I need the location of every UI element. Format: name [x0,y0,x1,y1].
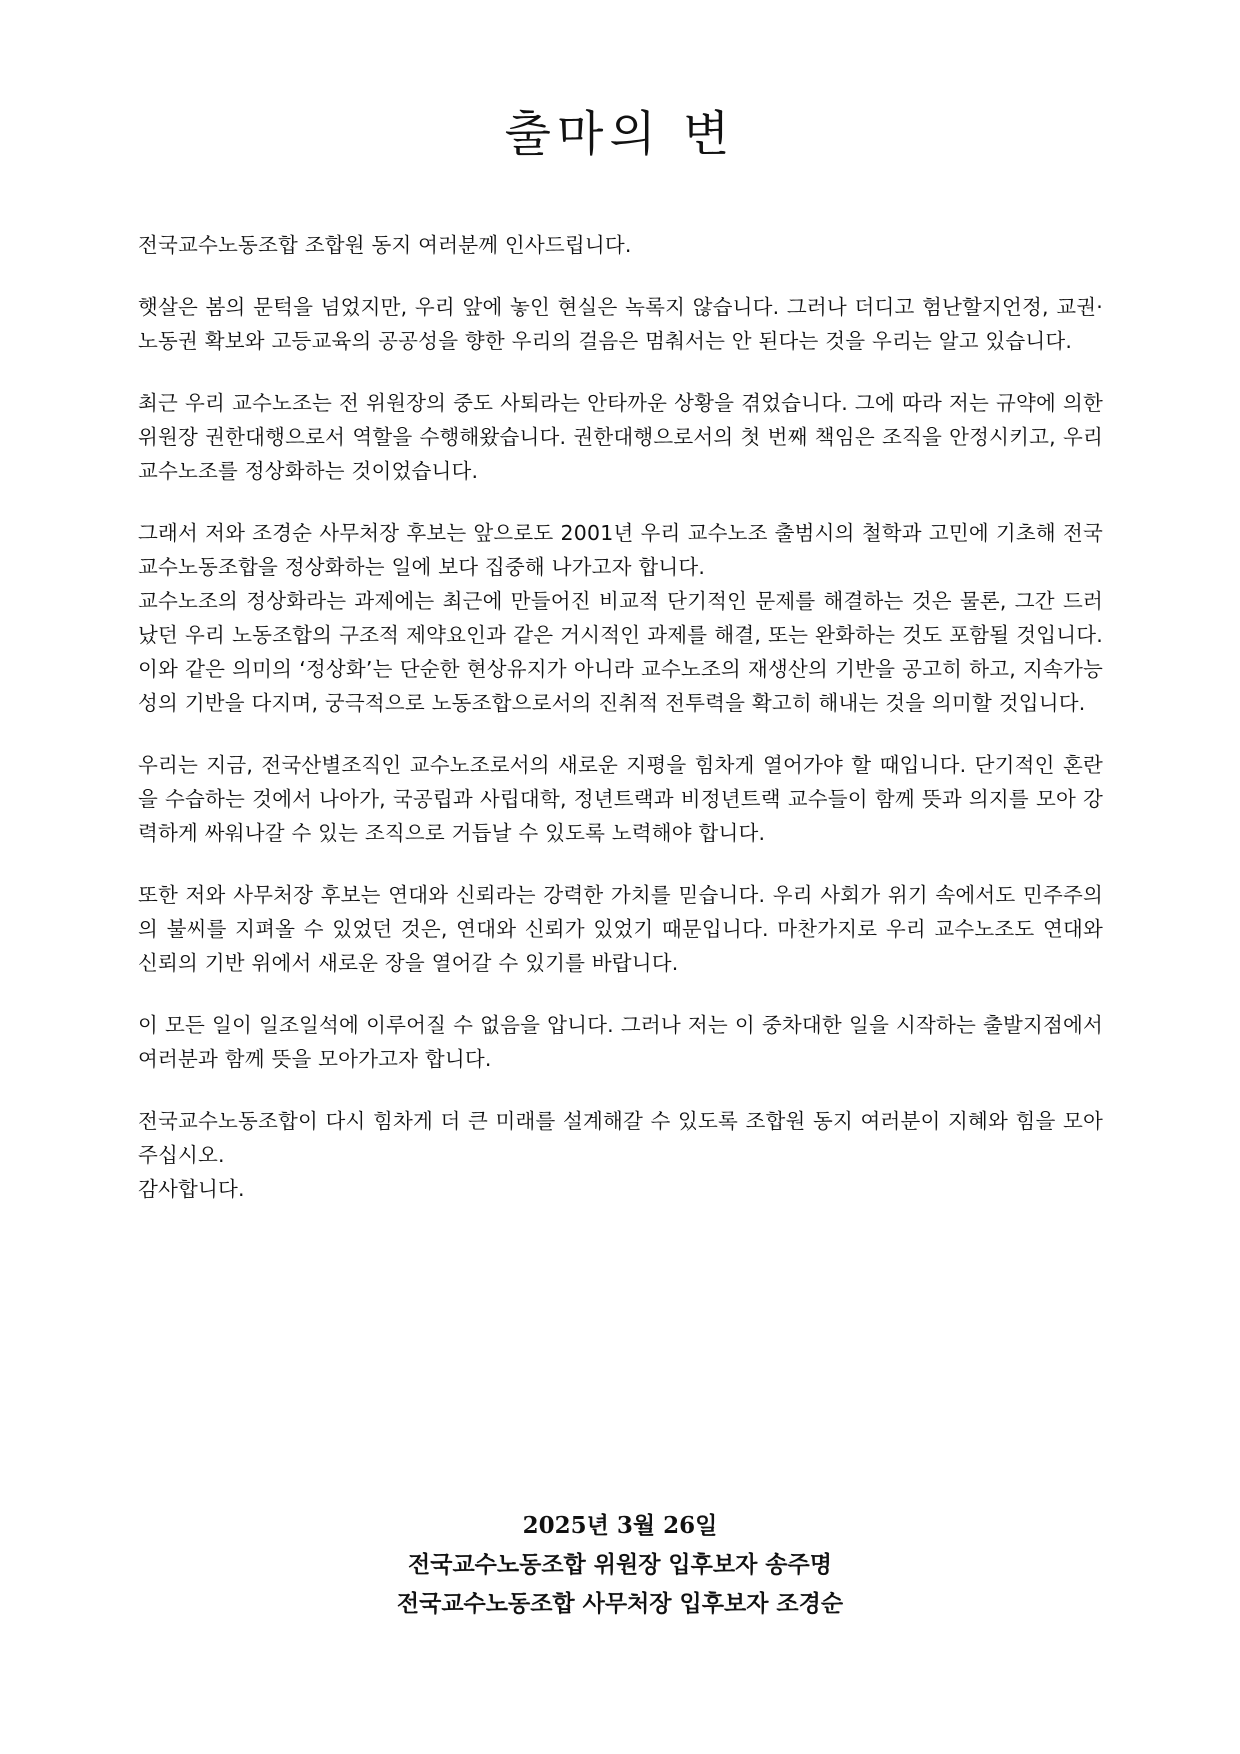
paragraph-gap [138,488,1103,516]
paragraph-gap [138,980,1103,1008]
paragraph-normalization-intro: 그래서 저와 조경순 사무처장 후보는 앞으로도 2001년 우리 교수노조 출범시의 철학과 고민에 기초해 전국교수노동조합을 정상화하는 일에 보다 집중해 나가고자 합니다. [138,521,1103,579]
signature-date: 2025년 3월 26일 [522,1512,718,1539]
paragraph-gap [138,720,1103,748]
signature-secretary-candidate: 전국교수노동조합 사무처장 입후보자 조경순 [396,1590,844,1617]
paragraph-gap [138,850,1103,878]
paragraph-new-horizon: 우리는 지금, 전국산별조직인 교수노조로서의 새로운 지평을 힘차게 열어가야 할 때입니다. 단기적인 혼란을 수습하는 것에서 나아가, 국공립과 사립대학, 정년트랙과 비정년트랙 교수들이 함께 뜻과 의지를 모아 강력하게 싸워나갈 수 있는 조직으로 거듭날 수 있도록 노력해야 합니다. [138,753,1103,845]
paragraph-starting-point: 이 모든 일이 일조일석에 이루어질 수 없음을 압니다. 그러나 저는 이 중차대한 일을 시작하는 출발지점에서 여러분과 함께 뜻을 모아가고자 합니다. [138,1013,1103,1071]
paragraph-greeting: 전국교수노동조합 조합원 동지 여러분께 인사드립니다. [138,233,632,257]
paragraph-season: 햇살은 봄의 문턱을 넘었지만, 우리 앞에 놓인 현실은 녹록지 않습니다. 그러나 더디고 험난할지언정, 교권·노동권 확보와 고등교육의 공공성을 향한 우리의 걸음은 멈춰서는 안 된다는 것을 우리는 알고 있습니다. [138,295,1103,353]
signature-block [0,1506,1240,1623]
paragraph-gap [138,358,1103,386]
paragraph-gap [138,262,1103,290]
paragraph-normalization-detail: 교수노조의 정상화라는 과제에는 최근에 만들어진 비교적 단기적인 문제를 해결하는 것은 물론, 그간 드러났던 우리 노동조합의 구조적 제약요인과 같은 거시적인 과제를 해결, 또는 완화하는 것도 포함될 것입니다. 이와 같은 의미의 ‘정상화’는 단순한 현상유지가 아니라 교수노조의 재생산의 기반을 공고히 하고, 지속가능성의 기반을 다지며, 궁극적으로 노동조합으로서의 진취적 전투력을 확고히 해내는 것을 의미할 것입니다. [138,589,1103,715]
paragraph-gap [138,1076,1103,1104]
paragraph-thanks: 감사합니다. [138,1177,245,1201]
paragraph-solidarity: 또한 저와 사무처장 후보는 연대와 신뢰라는 강력한 가치를 믿습니다. 우리 사회가 위기 속에서도 민주주의의 불씨를 지펴올 수 있었던 것은, 연대와 신뢰가 있었기 때문입니다. 마찬가지로 우리 교수노조도 연대와 신뢰의 기반 위에서 새로운 장을 열어갈 수 있기를 바랍니다. [138,883,1103,975]
document-body [138,228,1103,1206]
paragraph-recent-situation: 최근 우리 교수노조는 전 위원장의 중도 사퇴라는 안타까운 상황을 겪었습니다. 그에 따라 저는 규약에 의한 위원장 권한대행으로서 역할을 수행해왔습니다. 권한대행으로서의 첫 번째 책임은 조직을 안정시키고, 우리 교수노조를 정상화하는 것이었습니다. [138,391,1103,483]
paragraph-appeal: 전국교수노동조합이 다시 힘차게 더 큰 미래를 설계해갈 수 있도록 조합원 동지 여러분이 지혜와 힘을 모아주십시오. [138,1109,1103,1167]
document-title: 출마의 변 [504,106,736,162]
signature-chair-candidate: 전국교수노동조합 위원장 입후보자 송주명 [408,1551,832,1578]
